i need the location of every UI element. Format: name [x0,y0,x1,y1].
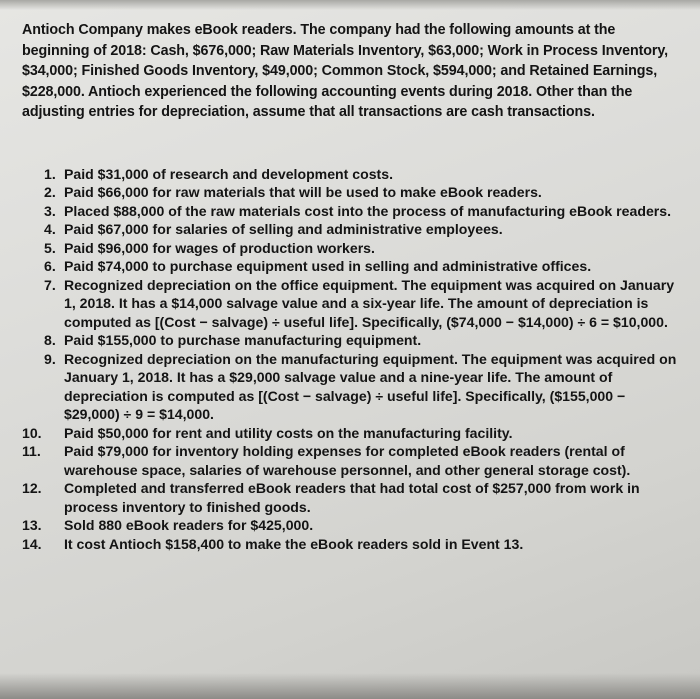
event-item: 6. Paid $74,000 to purchase equipment used in selling and administrative offices. [22,257,684,276]
event-item: 4. Paid $67,000 for salaries of selling and administrative employees. [22,220,684,239]
event-item: 12. Completed and transferred eBook readers that had total cost of $257,000 from work in process inventory to finished goods. [22,479,684,516]
event-text: Paid $155,000 to purchase manufacturing equipment. [64,332,422,349]
event-text: Paid $74,000 to purchase equipment used in selling and administrative offices. [64,258,592,275]
event-item: 14. It cost Antioch $158,400 to make the eBook readers sold in Event 13. [22,535,684,554]
event-item: 13. Sold 880 eBook readers for $425,000. [22,516,684,535]
event-text: Placed $88,000 of the raw materials cost into the process of manufacturing eBook readers. [64,202,672,219]
event-item: 5. Paid $96,000 for wages of production workers. [22,239,684,258]
event-text: Paid $96,000 for wages of production workers. [64,239,375,256]
event-text: Sold 880 eBook readers for $425,000. [64,517,314,534]
event-item: 2. Paid $66,000 for raw materials that will be used to make eBook readers. [22,183,684,202]
event-text: Recognized depreciation on the office equipment. The equipment was acquired on January 1, 2018. It has a $14,000 salvage value and a six-year life. The amount of depreciation is computed as [(Cost − salvage) ÷ useful life]. Specifically, ($74,000 − $14,000) ÷ 6 = $10,000. [64,276,675,330]
event-item: 7. Recognized depreciation on the office equipment. The equipment was acquired on January 1, 2018. It has a $14,000 salvage value and a six-year life. The amount of depreciation is computed as [(Cost − salvage) ÷ useful life]. Specifically, ($74,000 − $14,000) ÷ 6 = $10,000. [22,276,684,332]
event-text: Completed and transferred eBook readers that had total cost of $257,000 from work in process inventory to finished goods. [64,480,640,515]
event-text: Paid $67,000 for salaries of selling and administrative employees. [64,221,503,238]
event-text: Paid $31,000 of research and development costs. [64,165,393,182]
event-text: Recognized depreciation on the manufacturing equipment. The equipment was acquired on January 1, 2018. It has a $29,000 salvage value and a nine-year life. The amount of depreciation is computed as [(Cost − salvage) ÷ useful life]. Specifically, ($155,000 − $29,000) ÷ 9 = $14,000. [64,350,677,423]
event-list [22,165,682,554]
event-item: 11. Paid $79,000 for inventory holding expenses for completed eBook readers (rental of warehouse space, salaries of warehouse personnel, and other general storage cost). [22,442,684,479]
problem-intro: Antioch Company makes eBook readers. The company had the following amounts at the beginning of 2018: Cash, $676,000; Raw Materials Inventory, $63,000; Work in Process Inventory, $34,000; Finished Goods Inventory, $49,000; Common Stock, $594,000; and Retained Earnings, $228,000. Antioch experienced the following accounting events during 2018. Other than the adjusting entries for depreciation, assume that all transactions are cash transactions. [22,22,669,121]
event-item: 1. Paid $31,000 of research and development costs. [22,165,684,184]
event-text: Paid $66,000 for raw materials that will be used to make eBook readers. [64,184,542,201]
bottom-shadow [0,673,700,699]
event-text: Paid $50,000 for rent and utility costs on the manufacturing facility. [64,424,513,441]
event-text: It cost Antioch $158,400 to make the eBook readers sold in Event 13. [64,535,524,552]
event-item: 9. Recognized depreciation on the manufacturing equipment. The equipment was acquired on January 1, 2018. It has a $29,000 salvage value and a nine-year life. The amount of depreciation is computed as [(Cost − salvage) ÷ useful life]. Specifically, ($155,000 − $29,000) ÷ 9 = $14,000. [22,350,684,424]
event-text: Paid $79,000 for inventory holding expenses for completed eBook readers (rental of warehouse space, salaries of warehouse personnel, and other general storage cost). [64,443,631,478]
event-item: 3. Placed $88,000 of the raw materials cost into the process of manufacturing eBook readers. [22,202,684,221]
event-item: 8. Paid $155,000 to purchase manufacturing equipment. [22,331,684,350]
event-item: 10. Paid $50,000 for rent and utility costs on the manufacturing facility. [22,424,684,443]
top-shadow [0,0,700,10]
